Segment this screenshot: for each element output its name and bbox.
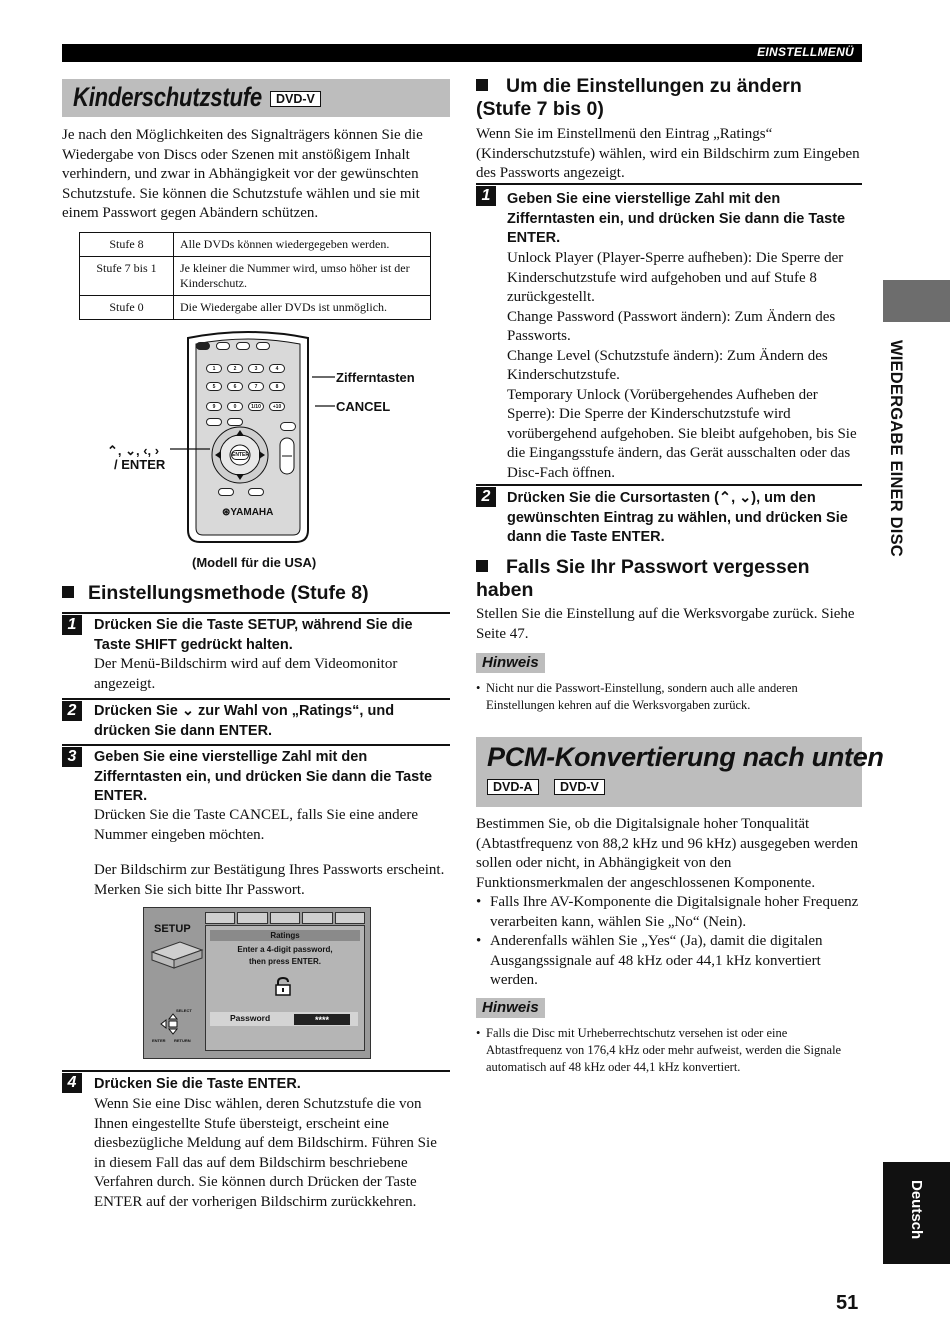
- bullet-icon: •: [476, 1026, 481, 1040]
- page-number: 51: [836, 1292, 859, 1314]
- list-item-text: Anderenfalls wählen Sie „Yes“ (Ja), damit die digitalen Ausgangssignale auf 48 kHz oder 44,1 kHz konvertiert werden.: [490, 933, 823, 988]
- osd-prompt: [210, 944, 360, 968]
- change-step-1-heading: Geben Sie eine vierstellige Zahl mit den Zifferntasten ein, und drücken Sie dann die Taste ENTER.: [507, 191, 846, 246]
- osd-tab-icon[interactable]: [270, 912, 300, 924]
- setup-screen-illustration: [143, 907, 371, 1059]
- step-number-1: 1: [62, 615, 82, 635]
- table-cell: Stufe 7 bis 1: [80, 257, 174, 296]
- square-bullet-icon: [476, 560, 488, 572]
- password-field[interactable]: ****: [294, 1014, 350, 1025]
- step-number-4: 4: [62, 1073, 82, 1093]
- dvd-key[interactable]: [236, 342, 250, 350]
- number-key-3[interactable]: 3: [248, 364, 264, 373]
- change-intro: Wenn Sie im Einstellmenü den Eintrag „Ratings“ (Kinderschutzstufe) wählen, wird ein Bildschirm zum Eingeben des Passworts angezeigt.: [476, 126, 860, 181]
- down-arrow-icon: ⌄: [181, 703, 195, 719]
- pcm-bullets: [476, 893, 862, 991]
- change-heading: [476, 75, 861, 121]
- step-3-heading: Geben Sie eine vierstellige Zahl mit den Zifferntasten ein, und drücken Sie dann die Taste ENTER.: [94, 749, 433, 804]
- osd-cursor-keys-icon: [158, 1013, 188, 1035]
- number-key-2[interactable]: 2: [227, 364, 243, 373]
- list-item-text: Falls Ihre AV-Komponente die Digitalsignale hoher Frequenz verarbeiten kann, wählen Sie „No“ (Nein).: [490, 894, 859, 930]
- yamaha-brand-text: YAMAHA: [230, 507, 274, 518]
- section-label: EINSTELLMENÜ: [757, 45, 854, 59]
- hinweis-label: Hinweis: [476, 653, 545, 673]
- up-down-arrow-icon: ⌃, ⌄: [718, 490, 752, 506]
- table-cell: Alle DVDs können wiedergegeben werden.: [174, 233, 431, 257]
- hinweis-note-text: Falls die Disc mit Urheberrechtschutz versehen ist oder eine Abtastfrequenz von 176,4 kHz oder mehr aufweist, werden die Signale automatisch auf 48 kHz oder 44,1 kHz konvertiert.: [486, 1026, 842, 1074]
- hinweis-label: Hinweis: [476, 998, 545, 1018]
- step-2-heading-part: zur Wahl von „Ratings“, und drücken Sie dann ENTER.: [94, 703, 395, 739]
- step-2-heading-part: ), um den gewünschten Eintrag zu wählen, und drücken Sie dann die Taste ENTER.: [507, 490, 848, 545]
- step-4-body: Wenn Sie eine Disc wählen, deren Schutzstufe die von Ihnen eingestellte Stufe übersteigt, erscheint eine diesbezügliche Meldung auf dem Bildschirm. Führen Sie in diesem Fall das auf dem Bildschirm beschriebene Verfahren durch. Sie können durch Drücken der Taste ENTER auf der vorherigen Bildschirm zurückkehren.: [94, 1096, 437, 1210]
- kinderschutz-title: Kinderschutzstufe: [73, 82, 262, 112]
- step-number-2: 2: [476, 487, 496, 507]
- eject-key[interactable]: [216, 342, 230, 350]
- change-heading-text: Um die Einstellungen zu ändern (Stufe 7 bis 0): [476, 75, 802, 120]
- table-row: [80, 257, 431, 296]
- yamaha-logo: [222, 507, 273, 518]
- bullet-icon: •: [476, 894, 482, 910]
- table-cell: Stufe 8: [80, 233, 174, 257]
- table-cell: Je kleiner die Nummer wird, umso höher ist der Kinderschutz.: [174, 257, 431, 296]
- step-3-body-2: Der Bildschirm zur Bestätigung Ihres Passworts erscheint. Merken Sie sich bitte Ihr Passwort.: [94, 862, 445, 898]
- step-rule: [62, 1070, 450, 1072]
- shift-key[interactable]: [196, 342, 210, 350]
- option-change-level: Change Level (Schutzstufe ändern): Zum Ändern des Kinderschutzstufe.: [507, 347, 828, 383]
- dvd-a-badge: DVD-A: [487, 779, 539, 795]
- number-key-1[interactable]: 1: [206, 364, 222, 373]
- osd-tab-icon[interactable]: [302, 912, 332, 924]
- step-rule: [62, 612, 450, 614]
- forgot-heading-text: Falls Sie Ihr Passwort vergessen haben: [476, 556, 810, 601]
- password-label: Password: [230, 1013, 271, 1023]
- list-item: [476, 932, 862, 991]
- osd-panel-title: Ratings: [210, 930, 360, 941]
- bullet-icon: •: [476, 933, 482, 949]
- osd-tab-icon[interactable]: [205, 912, 235, 924]
- number-key-0[interactable]: 0: [227, 402, 243, 411]
- enter-key[interactable]: ENTER: [232, 452, 249, 458]
- forgot-heading: [476, 556, 861, 602]
- remote-caption: (Modell für die USA): [192, 555, 317, 570]
- number-key-6[interactable]: 6: [227, 382, 243, 391]
- osd-setup-label: SETUP: [154, 923, 191, 935]
- square-bullet-icon: [476, 79, 488, 91]
- osd-tab-icon[interactable]: [237, 912, 267, 924]
- number-key-5[interactable]: 5: [206, 382, 222, 391]
- step-3-body: Drücken Sie die Taste CANCEL, falls Sie eine andere Nummer eingeben möchten.: [94, 807, 418, 843]
- step-number-2: 2: [62, 701, 82, 721]
- osd-prompt-line: then press ENTER.: [248, 957, 321, 966]
- disc-player-icon: [150, 940, 205, 970]
- padlock-icon: [273, 976, 293, 996]
- step-number-3: 3: [62, 747, 82, 767]
- number-key-7[interactable]: 7: [248, 382, 264, 391]
- yamaha-tuning-fork-icon: ⊛: [222, 507, 231, 518]
- number-key-8[interactable]: 8: [269, 382, 285, 391]
- hinweis-note-text: Nicht nur die Passwort-Einstellung, sondern auch alle anderen Einstellungen kehren auf die Werksvorgaben zurück.: [486, 681, 798, 712]
- osd-select-label: SELECT: [176, 1008, 192, 1013]
- stufe-table: [79, 232, 431, 320]
- dvd-v-badge: DVD-V: [270, 91, 321, 107]
- method-heading: [62, 582, 369, 605]
- number-key-9[interactable]: 9: [206, 402, 222, 411]
- option-change-password: Change Password (Passwort ändern): Zum Ändern des Passworts.: [507, 308, 836, 344]
- chapter-tab-marker: [883, 280, 950, 322]
- header-bar: [62, 44, 862, 62]
- pcm-intro: Bestimmen Sie, ob die Digitalsignale hoher Tonqualität (Abtastfrequenz von 88,2 kHz und 96 kHz) ausgegeben werden sollen oder nicht, in Abhängigkeit von den Funktionsmerkmalen der angeschlossenen Komponente.: [476, 816, 858, 891]
- square-bullet-icon: [62, 586, 74, 598]
- table-row: [80, 233, 431, 257]
- osd-return-label: RETURN: [174, 1038, 191, 1043]
- change-step-2-heading: [507, 489, 857, 548]
- arrows-label: ⌃, ⌄, ‹, ›: [107, 443, 160, 458]
- step-rule: [476, 484, 862, 486]
- password-row: [210, 1012, 358, 1026]
- step-2-heading-part: Drücken Sie die Cursortasten (: [507, 490, 719, 506]
- osd-tab-bar: [205, 912, 365, 924]
- step-rule: [62, 698, 450, 700]
- chapter-side-text: WIEDERGABE EINER DISC: [887, 340, 905, 557]
- step-4-heading: Drücken Sie die Taste ENTER.: [94, 1076, 301, 1092]
- osd-panel: [205, 925, 365, 1051]
- number-key-4[interactable]: 4: [269, 364, 285, 373]
- method-heading-text: Einstellungsmethode (Stufe 8): [88, 582, 369, 604]
- return-key[interactable]: [248, 488, 264, 496]
- cancel-label: CANCEL: [336, 399, 391, 414]
- osd-tab-icon[interactable]: [335, 912, 365, 924]
- dvd-v-badge: DVD-V: [554, 779, 605, 795]
- option-unlock-player: Unlock Player (Player-Sperre aufheben): Die Sperre der Kinderschutzstufe wird aufgehoben und auf Stufe 8 zurückgestellt.: [507, 250, 844, 305]
- hinweis-note: [476, 1025, 862, 1076]
- osd-prompt-line: Enter a 4-digit password,: [237, 945, 333, 954]
- language-tab: [883, 1162, 950, 1264]
- change-step-1-options: [507, 249, 863, 483]
- cancel-key[interactable]: +10: [269, 402, 285, 411]
- list-item: [476, 893, 862, 932]
- remote-callout-lines: [150, 360, 340, 470]
- osd-enter-label: ENTER: [152, 1038, 166, 1043]
- number-key-1-10[interactable]: 1/10: [248, 402, 264, 411]
- kinderschutz-intro: Je nach den Möglichkeiten des Signalträgers können Sie die Wiedergabe von Discs oder Szenen mit anstößigem Inhalt verhindern, und zwar in Abhängigkeit vor der gewünschten Schutzstufe. Sie können die Schutzstufe wählen und sie mit einem Passwort gegen Abändern schützen.: [62, 127, 423, 221]
- language-tab-text: Deutsch: [908, 1180, 925, 1240]
- forgot-body: Stellen Sie die Einstellung auf die Werksvorgabe zurück. Siehe Seite 47.: [476, 606, 855, 642]
- hinweis-note: [476, 680, 862, 714]
- pcm-title-box: [476, 737, 884, 807]
- amp-key[interactable]: [256, 342, 270, 350]
- chapter-side-label: [877, 340, 917, 590]
- step-rule: [62, 744, 450, 746]
- table-cell: Stufe 0: [80, 296, 174, 320]
- step-rule: [476, 183, 862, 185]
- step-1-heading: Drücken Sie die Taste SETUP, während Sie die Taste SHIFT gedrückt halten.: [94, 617, 413, 653]
- table-cell: Die Wiedergabe aller DVDs ist unmöglich.: [174, 296, 431, 320]
- table-row: [80, 296, 431, 320]
- pcm-title: PCM-Konvertierung nach unten: [487, 742, 884, 772]
- bullet-icon: •: [476, 681, 481, 695]
- kinderschutz-title-box: [62, 79, 450, 117]
- step-1-body: Der Menü-Bildschirm wird auf dem Videomonitor angezeigt.: [94, 656, 398, 692]
- option-temporary-unlock: Temporary Unlock (Vorübergehendes Aufheben der Sperre): Die Sperre der Kinderschutzstufe wird vorübergehend aufgehoben. Sie bleibt aufgehoben, bis Sie die Eingangsstufe ändern, das Gerät ausschalten oder das Disc-Fach öffnen.: [507, 386, 857, 481]
- zifferntasten-label: Zifferntasten: [336, 370, 415, 385]
- step-2-heading: [94, 702, 450, 741]
- step-number-1: 1: [476, 186, 496, 206]
- enter-label: / ENTER: [114, 457, 166, 472]
- step-2-heading-part: Drücken Sie: [94, 703, 178, 719]
- setup-key[interactable]: [218, 488, 234, 496]
